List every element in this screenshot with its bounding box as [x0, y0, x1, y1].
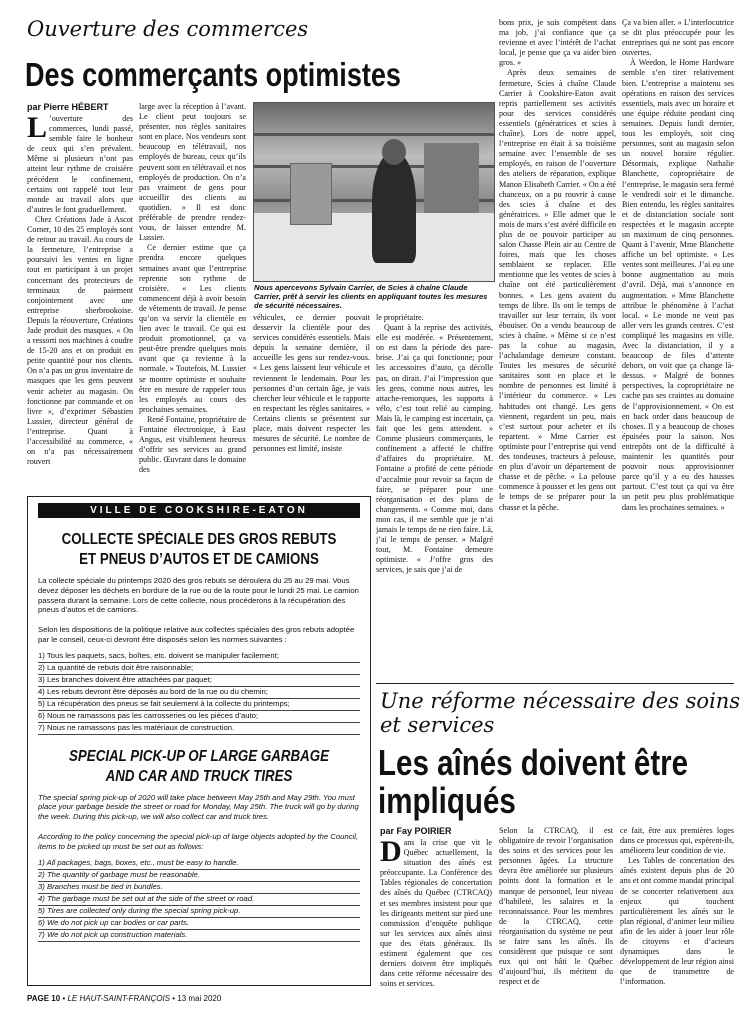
article-headline: Des commerçants optimistes: [25, 56, 401, 93]
notice-rules-fr: [38, 651, 360, 735]
paragraph: large avec la réception à l’avant. Le client peut toujours se présenter, nos règles sanitaires sont en place. Nos vendeurs sont beaucoup en télétravail, nos employés de bureau, ceux qu’ils peuvent sont en télétravail et nos employés de production. On n’a pas vraiment de gens pour accueillir des clients au quotidien. » Il est donc préférable de prendre rendez-vous, de laisser entendre M. Lussier.: [139, 102, 246, 243]
drop-cap: D: [380, 838, 402, 868]
paragraph: le propriétaire.: [376, 313, 424, 322]
list-item: 7) We do not pick up construction materials.: [38, 930, 360, 942]
notice-intro-en: The special spring pick-up of 2020 will take place between May 25th and May 29th. You must place your garbage beside the street or road for Monday, May 25th. The truck will go by during the week. During this pick-up, we will also collect car and truck tires.: [38, 792, 359, 822]
article-column-4: [376, 313, 493, 676]
issue-date: 13 mai 2020: [177, 994, 222, 1003]
paragraph: À Weedon, le Home Hardware semble s’en tirer relativement bien. L’entreprise a maintenu ses opérations en raison des services essentiels, mais avec un horaire et une équipe réduite pendant cinq semaines. Depuis lundi dernier, tous les employés, soit cinq personnes, sont au magasin selon un nouvel horaire régulier. Désormais, explique Nathalie Blanchette, copropriétaire de l’entreprise, le magasin sera fermé le vendredi soir et le dimanche. Bien entendu, les règles sanitaires et de distanciation sociale sont respectées et le magasin accepte un maximum de cinq personnes. Quant à l’avenir, Mme Blanchette affiche un bel optimiste. « Les ventes sont meilleures. J’ai eu une bonne augmentation au mois d’avril. Déjà, mai s’annonce en augmentation. » Mme Blanchette attribue le phénomène à l’achat local. « Le monde ne veut pas aller vers les grands centres. C’est compliqué les magasins en ville. Avec la distanciation, il y a beaucoup de files d’attente dehors, on voit que ça change là-dessus. » Malgré de bonnes perspectives, la copropriétaire ne cache pas ses craintes au domaine de l’approvisionnement. « On est en back order dans beaucoup de choses. Il y a beaucoup de choses épuisées pour la saison. Nos entrepôts ont de la difficulté à maintenir les quantités pour pouvoir nous approvisionner parce qu’il y a eu des hausses partout. C’est tout ça qui va être un petit peu plus problématique dans les prochaines semaines. »: [622, 58, 734, 512]
paragraph: Quant à la reprise des activités, elle est modérée. « Présentement, on est dans la période des pare-brise. J’ai ça qui fonctionne; pour les accessoires d’auto, ça décolle pas, on dirait. J’ai l’impression que les gens, comme nous autres, les attache-remorques, les supports à vélo, c’est tout relié au camping. Mais là, le camping est incertain, ça fait que les gens attendent. » Comme plusieurs commerçants, le confinement a affecté le chiffre d’affaires du propriétaire. M. Fontaine a profité de cette période d’accalmie pour revoir sa façon de faire, se préparer pour une réorganisation et des plans de changements. « Comme moi, dans mon cas, il me semble que je n’ai jamais le temps de ne rien faire. Là, j’ai le temps de penser. » Malgré tout, M. Fontaine demeure optimiste. « J’offre gros des services, je sais que j’ai de: [376, 323, 493, 575]
paragraph: Dans la crise que vit le Québec actuellement, la situation des aînés est préoccupante. La Conférence des Tables régionales de concertation des aînés du Québec (CTRCAQ) et ses membres insistent pour que les dirigeants mettent sur pied une commission d’enquête publique sur les services aux aînés ainsi que des états généraux. Ils estiment également que ces derniers doivent être impliqués dans cette réforme nécessaire des soins et services.: [380, 838, 492, 988]
paragraph: René Fontaine, propriétaire de Fontaine électronique, à East Angus, est visiblement heureux d’offrir ses services au grand public. Œuvrant dans le domaine des: [139, 414, 246, 475]
paragraph: Les Tables de concertation des aînés existent depuis plus de 20 ans et ont comme mandat principal de se concerter relativement aux enjeux qui touchent particulièrement les aînés sur le plan régional, d’animer leur milieu afin de les aider à jouer leur rôle de citoyens et d’acteurs dynamiques dans le développement de leur région ainsi que de transmettre de l’information.: [620, 856, 734, 987]
footer-bullet: •: [62, 994, 68, 1003]
paragraph: Après deux semaines de fermeture, Scies à chaîne Claude Carrier à Cookshire-Eaton avait repris partiellement ses activités pour des services considérés essentiels (génératrices et scies à chaîne). Lors de notre appel, l’entreprise en était à sa troisième semaine avec l’ensemble de ses employés, en raison de l’ouverture des ateliers de réparation, explique Manon Elisabeth Carrier. « On a été chanceux, on a pu rouvrir à cause des scies à chaîne et des génératrices. » Elle admet que le mois de mars s’est avéré difficile en plus de ne pouvoir participer au salon Chasse Plein air au Centre de foires, mais que les choses semblaient se replacer. Elle mentionne que les ventes de scies à chaîne ont été particulièrement bonnes. « Les gens avaient du temps de libre. Ils ont le temps de travailler sur leur terrain, ils vont ébouiser. On a vendu beaucoup de scies à chaîne. » Même si ce n’est pas la cohue au magasin, l’achalandage demeure constant. Toutes les mesures de sécurité sanitaires sont en place et le nombre de personnes est limité à l’intérieur du commerce. « Les habitudes ont changé. Les gens viennent, regardent un peu, mais c’est surtout pour acheter et ils repartent. » Mme Carrier est optimiste pour l’entreprise qui vend des tondeuses, tracteurs à pelouse, en plus d’avoir un département de chasse et de pêche. « La pelouse commence à pousser et les gens ont le temps de se préparer pour la chasse et la pêche.: [499, 68, 616, 512]
municipal-notice: [27, 496, 371, 986]
paragraph: Ce dernier estime que ça prendra encore quelques semaines avant que l’entreprise reprenne son rythme de croisière. « Les clients commencent déjà à avoir besoin de vêtements de travail. Je pense qu’on va servir la clientèle en lien avec le travail. Ce qui est produit promotionnel, ça va peut-être prendre quelques mois avant que ça revienne à la normale. » Toutefois, M. Lussier se montre optimiste et souhaite être en mesure de rappeler tous les employés au cours des prochaines semaines.: [139, 243, 246, 414]
list-item: 4) The garbage must be set out at the side of the street or road.: [38, 894, 360, 906]
paragraph: Chez Créations Jade à Ascot Corner, 10 des 25 employés sont de retour au travail. Au cours de la fermeture, l’entreprise a poursuivi les ventes en ligne tout en participant à un projet concernant des protecteurs de terminaux de paiement conjointement avec une entreprise sherbrookoise. Depuis la réouverture, Créations Jade produit des masques. « On a ressorti nos machines à coudre de 15-20 ans et on produit en petite quantité pour nos clients. On n’a pas un gros inventaire de masques que les gens peuvent venir acheter au magasin. On fonctionne par commande et on livre », d’exprimer Sébastien Lussier, directeur général de l’entreprise. Quant à l’accessibilité au commerce, « on n’a pas nécessairement rouvert: [27, 214, 133, 467]
notice-header: VILLE DE COOKSHIRE-EATON: [38, 503, 360, 518]
list-item: 1) All packages, bags, boxes, etc., must be easy to handle.: [38, 858, 360, 870]
paragraph: véhicules, ce dernier pouvait desservir la clientèle pour des services considérés essentiels. Mais depuis la semaine dernière, il accueille les gens sur rendez-vous. « Les gens laissent leur véhicule et reviennent le lendemain. Pour les personnes d’un certain âge, je vais chercher leur véhicule et le rapporte en respectant les règles sanitaires. » Certains clients se présentent sur place, mais doivent respecter les mesures de sécurité. Le nombre de personnes est limité, insiste: [253, 313, 370, 454]
list-item: 3) Les branches doivent être attachées par paquet;: [38, 675, 360, 687]
notice-intro-fr: La collecte spéciale du printemps 2020 des gros rebuts se déroulera du 25 au 29 mai. Vous devez déposer les déchets en bordure de la rue ou de la route pour le lundi 25 mai. Le camion passera durant la semaine. Lors de cette collecte, nous procéderons à la récupération des pneus d’autos et de camions.: [38, 576, 359, 615]
article-column-5: [499, 18, 616, 676]
list-item: 2) La quantité de rebuts doit être raisonnable;: [38, 663, 360, 675]
paragraph: L ’ouverture des commerces, lundi passé, semble faire le bonheur de ceux qui s’en prévalent. Même si plusieurs n’ont pas atteint leur rythme de croisière précédent le confinement, certains ont rappelé tout leur monde au travail alors que d’autres le font graduellement.: [27, 114, 133, 214]
notice-title-en: SPECIAL PICK-UP OF LARGE GARBAGE AND CAR AND TRUCK TIRES: [69, 747, 329, 785]
article-column-2: [139, 102, 246, 490]
page-footer: [27, 994, 221, 1003]
paragraph: ce fait, être aux premières loges dans ce processus qui, espèrent-ils, améliorera leur condition de vie.: [620, 826, 734, 856]
list-item: 3) Branches must be tied in bundles.: [38, 882, 360, 894]
list-item: 5) La récupération des pneus se fait seulement à la collecte du printemps;: [38, 699, 360, 711]
newspaper-name: LE HAUT-SAINT-FRANÇOIS: [67, 994, 171, 1003]
page-number: PAGE 10: [27, 994, 61, 1003]
photo-caption: Nous apercevons Sylvain Carrier, de Scies à chaîne Claude Carrier, prêt à servir les clients en appliquant toutes les mesures de sécurité nécessaires.: [254, 283, 488, 311]
article2-column-3: [620, 826, 734, 988]
list-item: 5) Tires are collected only during the special spring pick-up.: [38, 906, 360, 918]
list-item: 6) We do not pick up car bodies or car parts.: [38, 918, 360, 930]
notice-title-fr: COLLECTE SPÉCIALE DES GROS REBUTS ET PNEUS D’AUTOS ET DE CAMIONS: [61, 531, 337, 568]
article-column-3: [253, 313, 370, 490]
article2-column-2: [499, 826, 613, 988]
article2-headline-line1: Les aînés doivent être: [378, 742, 689, 783]
store-photo: [253, 102, 495, 282]
drop-cap: L: [27, 114, 48, 144]
byline: par Pierre HÉBERT: [27, 102, 109, 112]
divider: [376, 683, 734, 684]
article2-byline: par Fay POIRIER: [380, 826, 452, 836]
notice-rules-intro-en: According to the policy concerning the special pick-up of large objects adopted by the Council, items to be picked up must be set out as follows:: [38, 832, 359, 851]
paragraph: bons prix, je suis compétent dans ma job, j’ai confiance que ça revienne et avec l’intérêt de l’achat local, je pense que ça va aider bien gros. »: [499, 18, 616, 68]
notice-rules-intro-fr: Selon les dispositions de la politique relative aux collectes spéciales des gros rebuts adoptée par le conseil, ceux-ci devront être disposés selon les normes suivantes :: [38, 625, 355, 644]
list-item: 1) Tous les paquets, sacs, boîtes, etc. doivent se manipuler facilement;: [38, 651, 360, 663]
notice-rules-en: [38, 858, 360, 942]
article2-column-1: [380, 838, 492, 988]
list-item: 2) The quantity of garbage must be reasonable.: [38, 870, 360, 882]
footer-bullet: •: [172, 994, 178, 1003]
article2-headline-line2: impliqués: [378, 780, 516, 821]
paragraph: Ça va bien aller. » L’interlocutrice se dit plus préoccupée pour les entreprises qui ne sont pas encore ouvertes.: [622, 18, 734, 58]
article-kicker: Ouverture des commerces: [27, 17, 309, 41]
article-column-1: [27, 114, 133, 490]
list-item: 6) Nous ne ramassons pas les carrosseries ou les pièces d’auto;: [38, 711, 360, 723]
article-column-6: [622, 18, 734, 676]
article2-kicker-line2: et services: [380, 713, 495, 737]
article2-kicker-line1: Une réforme nécessaire des soins: [380, 689, 741, 713]
list-item: 4) Les rebuts devront être déposés au bord de la rue ou du chemin;: [38, 687, 360, 699]
list-item: 7) Nous ne ramassons pas les matériaux de construction.: [38, 723, 360, 735]
paragraph: Selon la CTRCAQ, il est obligatoire de revoir l’organisation des soins et des services pour les personnes âgées. La structure devra être améliorée sur plusieurs points dont la formation et le manque de personnel, leur niveau d’habileté, les salaires et la reconnaissance. Pour les membres de la CTRCAQ, cette réorganisation du système ne peut se faire sans les aînés. Ils considèrent que puisque ce sont eux qui ont bâti le Québec d’aujourd’hui, ils méritent du respect et de: [499, 826, 613, 987]
